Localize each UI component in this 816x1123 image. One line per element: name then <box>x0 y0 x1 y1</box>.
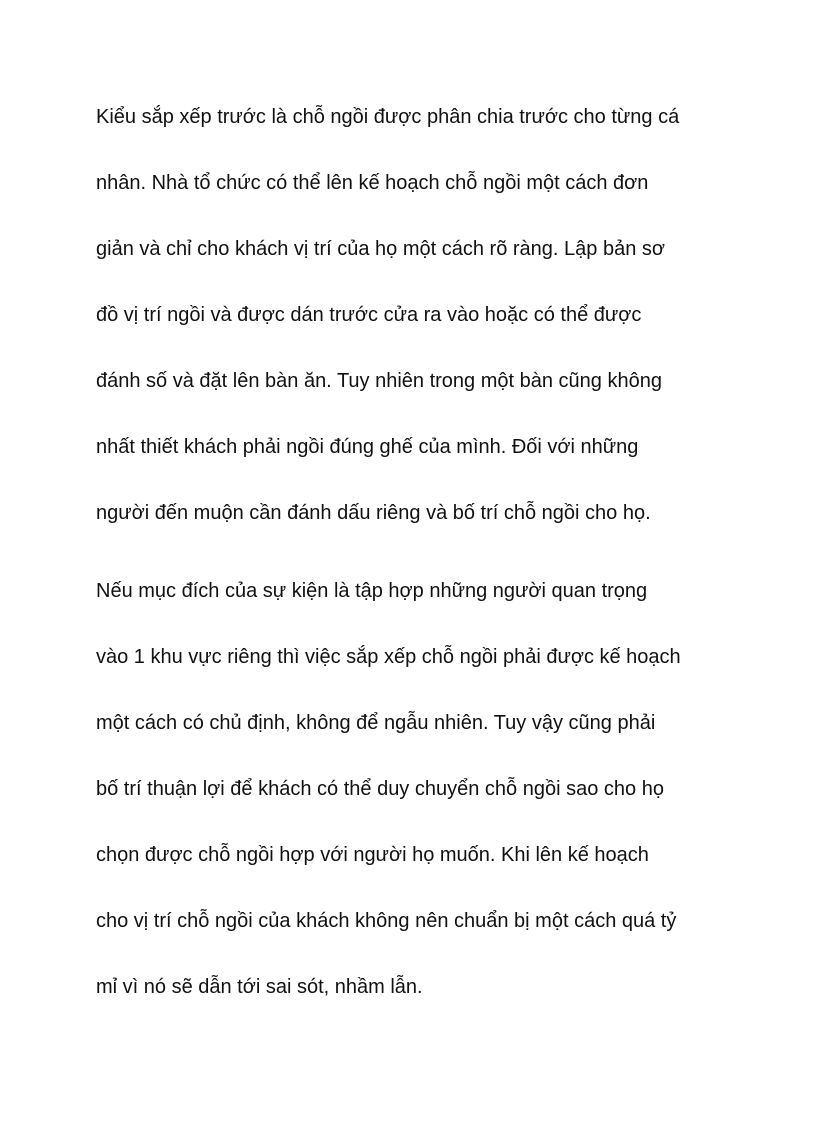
text-line: người đến muộn cần đánh dấu riêng và bố trí chỗ ngồi cho họ. <box>96 502 651 524</box>
text-line: cho vị trí chỗ ngồi của khách không nên chuẩn bị một cách quá tỷ <box>96 910 677 932</box>
text-line: bố trí thuận lợi để khách có thể duy chuyển chỗ ngồi sao cho họ <box>96 778 664 800</box>
text-line: đồ vị trí ngồi và được dán trước cửa ra vào hoặc có thể được <box>96 304 642 326</box>
text-line: mỉ vì nó sẽ dẫn tới sai sót, nhầm lẫn. <box>96 976 423 998</box>
text-line: đánh số và đặt lên bàn ăn. Tuy nhiên trong một bàn cũng không <box>96 370 662 392</box>
text-line: vào 1 khu vực riêng thì việc sắp xếp chỗ ngồi phải được kế hoạch <box>96 646 681 668</box>
text-line: Nếu mục đích của sự kiện là tập hợp những người quan trọng <box>96 580 648 602</box>
text-line: chọn được chỗ ngồi hợp với người họ muốn. Khi lên kế hoạch <box>96 844 649 866</box>
text-line: nhân. Nhà tổ chức có thể lên kế hoạch chỗ ngồi một cách đơn <box>96 172 649 194</box>
text-line: Kiểu sắp xếp trước là chỗ ngồi được phân chia trước cho từng cá <box>96 106 680 128</box>
paragraph-seating-arrangement <box>96 84 736 546</box>
paragraph-vip-seating <box>96 558 736 1020</box>
text-line: một cách có chủ định, không để ngẫu nhiên. Tuy vậy cũng phải <box>96 712 656 734</box>
text-line: giản và chỉ cho khách vị trí của họ một cách rõ ràng. Lập bản sơ <box>96 238 665 260</box>
text-line: nhất thiết khách phải ngồi đúng ghế của mình. Đối với những <box>96 436 639 458</box>
